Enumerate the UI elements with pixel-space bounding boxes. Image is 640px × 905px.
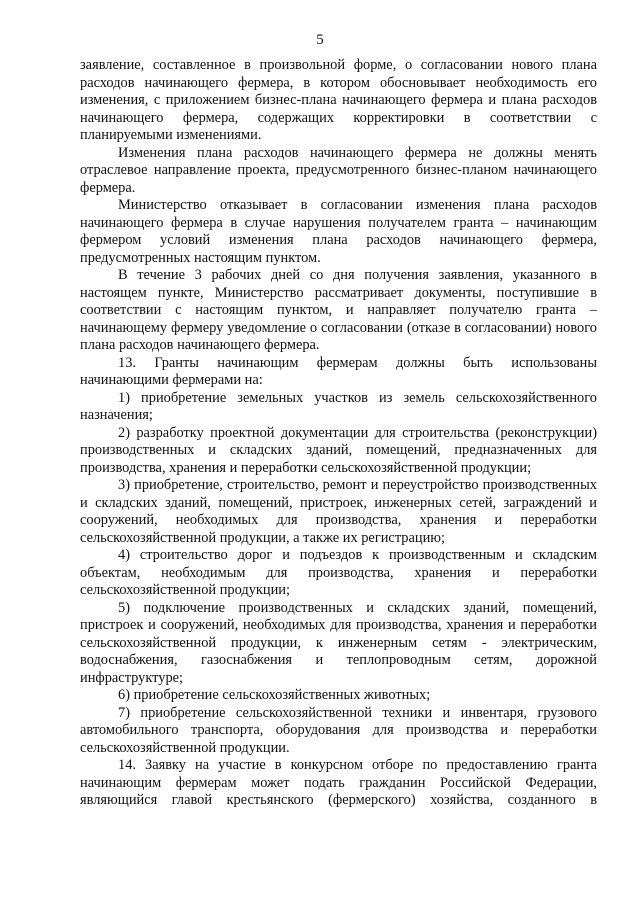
paragraph: Изменения плана расходов начинающего фермера не должны менять отраслевое направление проекта, предусмотренного бизнес-планом начинающего фермера.: [80, 144, 597, 196]
paragraph: 14. Заявку на участие в конкурсном отборе по предоставлению гранта начинающим фермерам может подать гражданин Российской Федерации, являющийся главой крестьянского (фермерского) хозяйства, созданного в: [80, 757, 597, 808]
list-item: 4) строительство дорог и подъездов к производственным и складским объектам, необходимым для производства, хранения и переработки сельскохозяйственной продукции;: [80, 547, 597, 598]
paragraph: заявление, составленное в произвольной форме, о согласовании нового плана расходов начинающего фермера, в котором обосновывает необходимость его изменения, с приложением бизнес-плана начинающего фермера и плана расходов начинающего фермера, содержащих корректировки в соответствии с планируемыми изменениями.: [80, 57, 597, 143]
list-item: 7) приобретение сельскохозяйственной техники и инвентаря, грузового автомобильного транспорта, оборудования для производства и переработки сельскохозяйственной продукции.: [80, 704, 597, 756]
list-item: 3) приобретение, строительство, ремонт и переустройство производственных и складских зданий, помещений, пристроек, инженерных сетей, заграждений и сооружений, необходимых для производства, хранения и переработки сельскохозяйственной продукции, а также их регистрацию;: [80, 477, 597, 546]
paragraph: Министерство отказывает в согласовании изменения плана расходов начинающего фермера в случае нарушения получателем гранта – начинающим фермером условий изменения плана расходов начинающего фермера, предусмотренных настоящим пунктом.: [80, 197, 597, 266]
paragraph: 13. Гранты начинающим фермерам должны быть использованы начинающими фермерами на:: [80, 354, 597, 388]
list-item: 6) приобретение сельскохозяйственных животных;: [118, 687, 431, 703]
page-number: 5: [316, 32, 324, 48]
paragraph: В течение 3 рабочих дней со дня получения заявления, указанного в настоящем пункте, Министерство рассматривает документы, поступившие в соответствии с настоящим пунктом, и направляет получателю гранта – начинающему фермеру уведомление о согласовании (отказе в согласовании) нового плана расходов начинающего фермера.: [80, 267, 597, 353]
document-body: [80, 57, 597, 810]
list-item: 5) подключение производственных и складских зданий, помещений, пристроек и сооружений, необходимых для производства, хранения и переработки сельскохозяйственной продукции, к инженерным сетям - электрическим, водоснабжения, газоснабжения и теплопроводным сетям, дорожной инфраструктуре;: [80, 599, 597, 686]
list-item: 1) приобретение земельных участков из земель сельскохозяйственного назначения;: [80, 389, 597, 423]
list-item: 2) разработку проектной документации для строительства (реконструкции) производственных и складских зданий, помещений, предназначенных для производства, хранения и переработки сельскохозяйственной продукции;: [80, 424, 597, 476]
